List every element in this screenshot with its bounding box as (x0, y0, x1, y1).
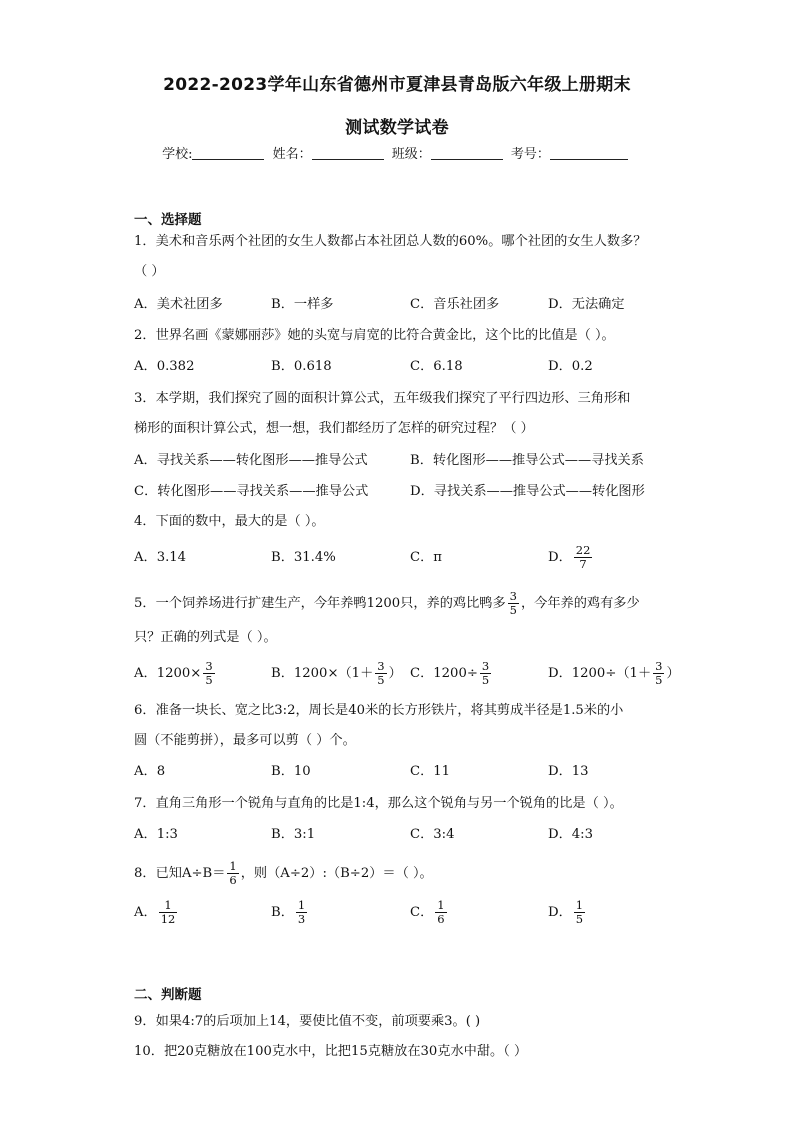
q5-text-post: ，今年养的鸡有多少 (520, 596, 640, 611)
q5-text (134, 590, 640, 617)
fraction-denominator: 12 (160, 912, 176, 926)
q2-text: 2．世界名画《蒙娜丽莎》她的头宽与肩宽的比符合黄金比，这个比的比值是（ ）。 (134, 328, 615, 343)
fraction-denominator: 6 (229, 873, 237, 887)
q8-option-a[interactable] (134, 898, 179, 928)
q1-text: 1．美术和音乐两个社团的女生人数都占本社团总人数的60%。哪个社团的女生人数多？ (134, 234, 647, 249)
q8-option-a-prefix: A． (134, 905, 157, 920)
q7-option-a[interactable]: A．1:3 (134, 827, 178, 842)
fraction-numerator: 3 (205, 659, 213, 673)
q5-option-d-text: D．1200÷（1＋ (548, 666, 652, 681)
q4-option-d-prefix: D． (548, 550, 572, 565)
q8-option-c-fraction (435, 899, 446, 926)
fraction-denominator: 5 (509, 603, 517, 617)
fraction-denominator: 5 (205, 673, 213, 687)
q6-text-cont: 圆（不能剪拼），最多可以剪（ ）个。 (134, 733, 356, 748)
fraction-numerator: 22 (575, 543, 591, 557)
fraction-numerator: 1 (575, 898, 584, 912)
name-blank[interactable] (312, 147, 384, 160)
q5-option-b-close: ） (388, 666, 402, 681)
section-choice-heading: 一、选择题 (134, 212, 202, 228)
q8-options (134, 898, 694, 928)
student-info-row (0, 143, 794, 162)
q8-text (134, 860, 433, 887)
exam-title-line1: 2022-2023学年山东省德州市夏津县青岛版六年级上册期末 (163, 75, 631, 95)
q6-option-b[interactable]: B．10 (271, 764, 311, 779)
q5-option-c[interactable] (410, 659, 493, 689)
q2-options (134, 352, 694, 382)
q1-option-d[interactable]: D．无法确定 (548, 297, 625, 312)
fraction-numerator: 1 (297, 898, 306, 912)
q4-text: 4．下面的数中，最大的是（ ）。 (134, 514, 325, 529)
q8-option-b[interactable] (271, 898, 309, 928)
q3-options-row2 (134, 477, 694, 507)
q1-options (134, 290, 694, 320)
q5-text-pre: 5．一个饲养场进行扩建生产，今年养鸭1200只，养的鸡比鸭多 (134, 596, 506, 611)
q1-option-b[interactable]: B．一样多 (271, 297, 334, 312)
q3-option-a[interactable]: A．寻找关系——转化图形——推导公式 (134, 453, 368, 468)
q6-option-a[interactable]: A．8 (134, 764, 166, 779)
name-label: 姓名： (272, 147, 312, 162)
q1-option-c[interactable]: C．音乐社团多 (410, 297, 500, 312)
q2-option-d[interactable]: D．0.2 (548, 359, 593, 374)
fraction-numerator: 3 (509, 589, 517, 603)
q7-text: 7．直角三角形一个锐角与直角的比是1:4，那么这个锐角与另一个锐角的比是（ ）。 (134, 796, 623, 811)
fraction-numerator: 3 (377, 659, 385, 673)
school-blank[interactable] (192, 147, 264, 160)
q5-option-c-text: C．1200÷ (410, 666, 478, 681)
exam-title-line2: 测试数学试卷 (345, 118, 449, 138)
q5-option-b-fraction (375, 660, 386, 687)
q2-option-a[interactable]: A．0.382 (134, 359, 195, 374)
q4-option-d-fraction (574, 544, 593, 571)
q8-option-b-prefix: B． (271, 905, 294, 920)
q5-options (134, 659, 694, 689)
q5-option-a[interactable] (134, 659, 217, 689)
q8-option-c[interactable] (410, 898, 449, 928)
q4-option-a[interactable]: A．3.14 (134, 550, 187, 565)
number-label: 考号： (510, 147, 550, 162)
q7-option-b[interactable]: B．3:1 (271, 827, 316, 842)
q5-option-b[interactable] (271, 659, 402, 689)
q5-text-fraction (508, 590, 519, 617)
section-judge-heading: 二、判断题 (134, 987, 202, 1003)
q3-text: 3．本学期，我们探究了圆的面积计算公式，五年级我们探究了平行四边形、三角形和 (134, 391, 631, 406)
q7-option-d[interactable]: D．4:3 (548, 827, 593, 842)
fraction-numerator: 1 (229, 859, 237, 873)
q4-option-b[interactable]: B．31.4% (271, 550, 336, 565)
fraction-denominator: 5 (481, 673, 490, 687)
fraction-denominator: 5 (655, 673, 663, 687)
fraction-denominator: 6 (437, 912, 445, 926)
q1-text-cont: （ ） (134, 264, 165, 279)
q4-option-d[interactable] (548, 543, 594, 573)
q8-option-b-fraction (296, 899, 307, 926)
class-label: 班级： (391, 147, 431, 162)
fraction-numerator: 1 (437, 898, 445, 912)
q1-option-a[interactable]: A．美术社团多 (134, 297, 223, 312)
q5-option-a-fraction (203, 660, 214, 687)
q5-option-d[interactable] (548, 659, 680, 689)
fraction-denominator: 5 (377, 673, 385, 687)
q6-option-d[interactable]: D．13 (548, 764, 589, 779)
q2-option-c[interactable]: C．6.18 (410, 359, 463, 374)
q5-option-c-fraction (480, 660, 491, 687)
q5-text-cont: 只？正确的列式是（ ）。 (134, 630, 277, 645)
q6-option-c[interactable]: C．11 (410, 764, 451, 779)
q9-text: 9．如果4:7的后项加上14，要使比值不变，前项要乘3。( ) (134, 1014, 481, 1029)
q3-option-b[interactable]: B．转化图形——推导公式——寻找关系 (410, 453, 644, 468)
q3-option-c[interactable]: C．转化图形——寻找关系——推导公式 (134, 484, 369, 499)
q4-option-c[interactable]: C．π (410, 550, 442, 565)
q2-option-b[interactable]: B．0.618 (271, 359, 332, 374)
fraction-numerator: 3 (655, 659, 663, 673)
q8-text-pre: 8．已知A÷B＝ (134, 866, 226, 881)
school-label: 学校: (162, 147, 193, 162)
fraction-numerator: 1 (159, 899, 178, 913)
q3-option-d[interactable]: D．寻找关系——推导公式——转化图形 (410, 484, 645, 499)
q3-options-row1 (134, 446, 694, 476)
q8-option-d[interactable] (548, 898, 587, 928)
fraction-denominator: 7 (579, 557, 587, 571)
q6-options (134, 757, 694, 787)
q5-option-b-text: B．1200×（1＋ (271, 666, 374, 681)
q10-text: 10．把20克糖放在100克水中，比把15克糖放在30克水中甜。（ ） (134, 1044, 528, 1059)
q5-option-d-fraction (653, 660, 664, 687)
q3-text-cont: 梯形的面积计算公式，想一想，我们都经历了怎样的研究过程？（ ） (134, 421, 534, 436)
q5-option-a-text: A．1200× (134, 666, 202, 681)
q8-option-c-prefix: C． (410, 905, 434, 920)
q6-text: 6．准备一块长、宽之比3:2，周长是40米的长方形铁片，将其剪成半径是1.5米的小 (134, 703, 624, 718)
q7-options (134, 820, 694, 850)
q8-text-post: ，则（A÷2）:（B÷2）＝（ ）。 (240, 866, 433, 881)
class-blank[interactable] (431, 147, 503, 160)
q7-option-c[interactable]: C．3:4 (410, 827, 455, 842)
q5-option-d-close: ） (666, 666, 680, 681)
q4-options (134, 543, 694, 573)
q8-option-a-fraction (159, 899, 178, 926)
number-blank[interactable] (550, 147, 628, 160)
q8-option-d-fraction (574, 899, 585, 926)
fraction-denominator: 5 (575, 912, 584, 926)
fraction-denominator: 3 (297, 912, 306, 926)
q8-option-d-prefix: D． (548, 905, 572, 920)
fraction-numerator: 3 (481, 659, 490, 673)
q8-text-fraction (227, 860, 238, 887)
